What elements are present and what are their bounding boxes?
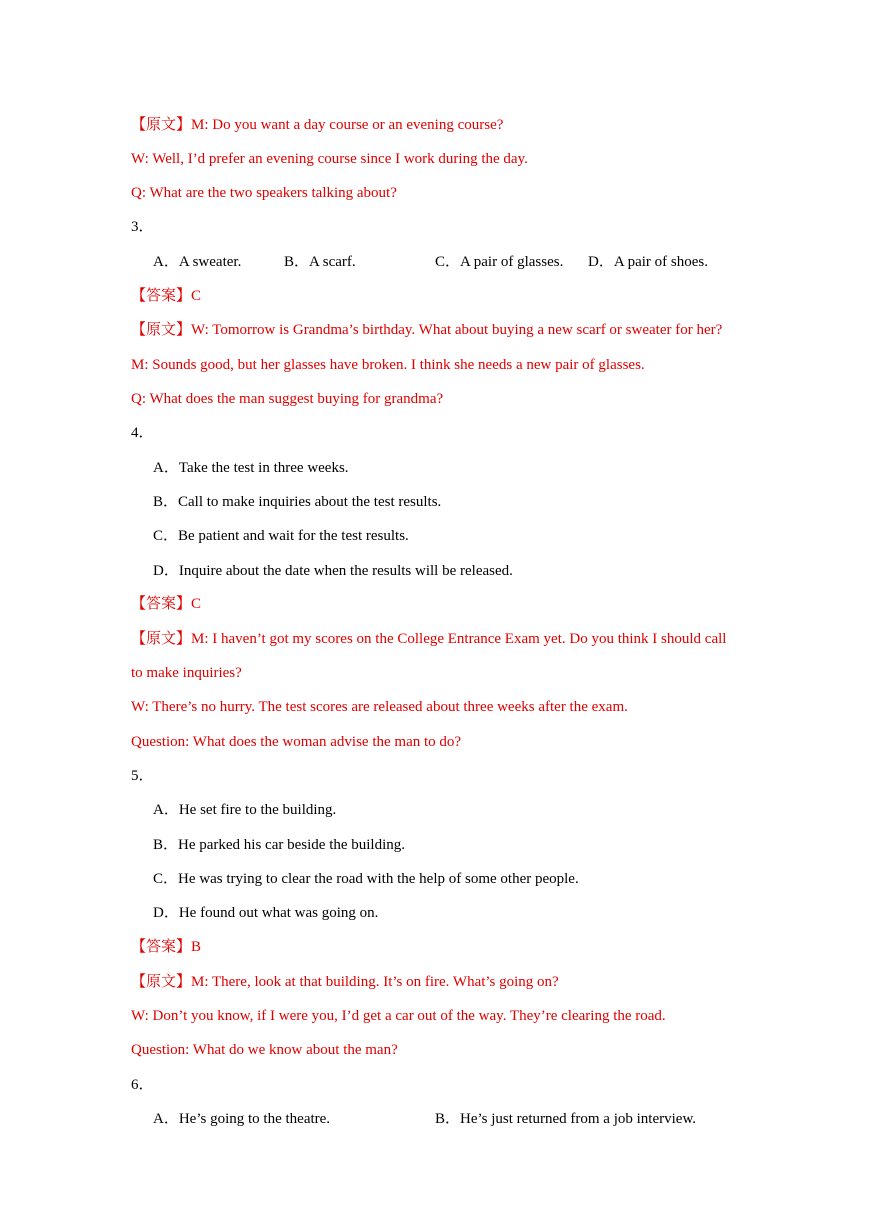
- transcript-line: M: Sounds good, but her glasses have broken. I think she needs a new pair of glasses.: [131, 357, 645, 373]
- option-d: D．A pair of shoes.: [588, 254, 708, 270]
- question-number: 5．: [131, 768, 154, 784]
- transcript-line: W: There’s no hurry. The test scores are released about three weeks after the exam.: [131, 699, 628, 715]
- option-a: A．Take the test in three weeks.: [153, 460, 349, 476]
- option-c: C．A pair of glasses.: [435, 254, 564, 270]
- option-b: B．Call to make inquiries about the test results.: [153, 494, 442, 510]
- transcript-question: Question: What does the woman advise the man to do?: [131, 734, 462, 750]
- transcript-line: to make inquiries?: [131, 665, 242, 681]
- transcript-line: 【原文】W: Tomorrow is Grandma’s birthday. What about buying a new scarf or sweater for her?: [131, 322, 723, 338]
- answer-label: 【答案】C: [131, 288, 202, 304]
- transcript-question: Q: What does the man suggest buying for grandma?: [131, 391, 444, 407]
- transcript-question: Question: What do we know about the man?: [131, 1042, 398, 1058]
- option-b: B．He’s just returned from a job interview.: [435, 1111, 697, 1127]
- option-d: D．He found out what was going on.: [153, 905, 379, 921]
- option-c: C．Be patient and wait for the test results.: [153, 528, 409, 544]
- option-c: C．He was trying to clear the road with the help of some other people.: [153, 871, 579, 887]
- transcript-line: W: Don’t you know, if I were you, I’d get a car out of the way. They’re clearing the road.: [131, 1008, 666, 1024]
- transcript-line: W: Well, I’d prefer an evening course since I work during the day.: [131, 151, 528, 167]
- option-b: B．He parked his car beside the building.: [153, 837, 406, 853]
- option-a: A．A sweater.: [153, 254, 242, 270]
- transcript-line: 【原文】M: I haven’t got my scores on the College Entrance Exam yet. Do you think I should call: [131, 631, 727, 647]
- option-d: D．Inquire about the date when the results will be released.: [153, 563, 513, 579]
- question-number: 6．: [131, 1077, 154, 1093]
- option-b: B．A scarf.: [284, 254, 356, 270]
- question-number: 4．: [131, 425, 154, 441]
- option-a: A．He set fire to the building.: [153, 802, 337, 818]
- transcript-line: 【原文】M: There, look at that building. It’s on fire. What’s going on?: [131, 974, 559, 990]
- answer-label: 【答案】C: [131, 596, 202, 612]
- question-number: 3．: [131, 219, 154, 235]
- option-a: A．He’s going to the theatre.: [153, 1111, 331, 1127]
- transcript-question: Q: What are the two speakers talking about?: [131, 185, 397, 201]
- answer-label: 【答案】B: [131, 939, 202, 955]
- transcript-line: 【原文】M: Do you want a day course or an evening course?: [131, 117, 504, 133]
